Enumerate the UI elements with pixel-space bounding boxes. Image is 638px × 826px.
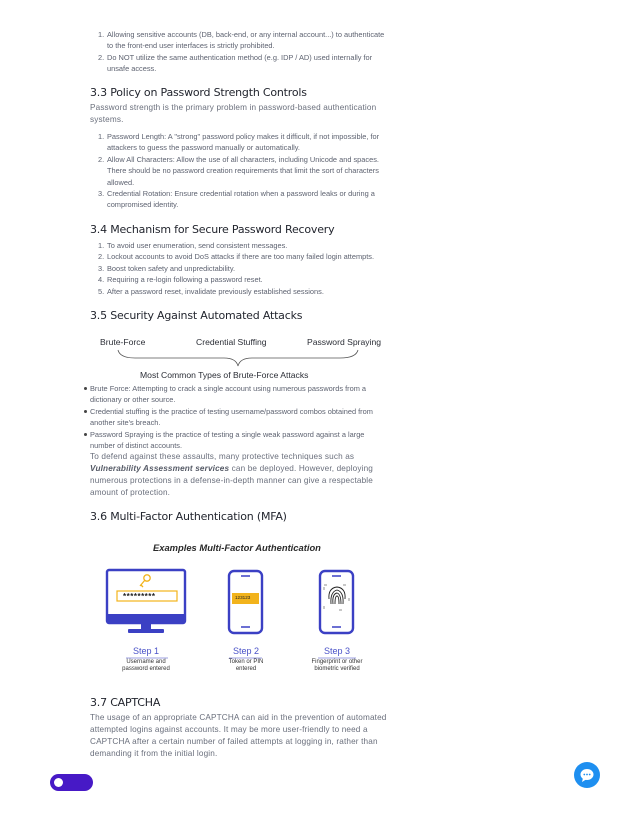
toggle-knob	[54, 778, 63, 787]
list-item: Credential stuffing is the practice of testing username/password combos obtained from another site's breach.	[90, 406, 390, 429]
list-item: 1. Password Length: A "strong" password policy makes it difficult, if not impossible, for attackers to guess the password manually or automatically.	[98, 132, 380, 153]
list-item: 1. Allowing sensitive accounts (DB, back-end, or any internal account...) to authenticate to the front-end user interfaces is strictly prohibited.	[98, 30, 385, 51]
section-heading-3-3: 3.3 Policy on Password Strength Controls	[90, 86, 307, 99]
list-item: 2. Do NOT utilize the same authentication method (e.g. IDP / AD) used internally for unsafe access.	[98, 52, 373, 74]
key-icon	[140, 575, 150, 587]
chat-button[interactable]	[574, 762, 600, 788]
credential-stuffing-label: Credential Stuffing	[196, 337, 267, 347]
list-item: 3. Boost token safety and unpredictability.	[98, 263, 236, 273]
step-1-title: Step 1	[132, 646, 160, 656]
list-item: 5. After a password reset, invalidate previously established sessions.	[98, 286, 324, 296]
section-heading-3-6: 3.6 Multi-Factor Authentication (MFA)	[90, 510, 287, 523]
token-code: 123123	[235, 595, 251, 600]
step-2-title: Step 2	[232, 646, 260, 656]
list-item: 2. Allow All Characters: Allow the use of all characters, including Unicode and spaces. There should be no password creation requirements that limit the sort of characters allowed.	[98, 154, 379, 187]
section-heading-3-4: 3.4 Mechanism for Secure Password Recovery	[90, 223, 335, 236]
monitor-icon	[107, 570, 185, 633]
section-3-3-intro: Password strength is the primary problem in password-based authentication systems.	[90, 103, 377, 124]
step-1-desc: Username and password entered	[122, 659, 170, 672]
list-item: 4. Requiring a re-login following a password reset.	[98, 275, 263, 285]
diagram-caption: Most Common Types of Brute-Force Attacks	[140, 370, 309, 380]
phone-fingerprint-icon	[320, 571, 353, 633]
section-heading-3-5: 3.5 Security Against Automated Attacks	[90, 309, 303, 322]
password-mask: *********	[123, 592, 156, 601]
list-item: 1. To avoid user enumeration, send consistent messages.	[98, 241, 288, 250]
section-heading-3-7: 3.7 CAPTCHA	[90, 696, 161, 709]
list-item: 3. Credential Rotation: Ensure credential rotation when a password leaks or during a compromised identity.	[98, 189, 375, 210]
list-item: Password Spraying is the practice of testing a single weak password against a large number of distinct accounts.	[90, 429, 390, 452]
password-spraying-label: Password Spraying	[307, 337, 382, 347]
dark-mode-toggle[interactable]	[50, 774, 93, 791]
mfa-figure-title: Examples Multi-Factor Authentication	[153, 542, 321, 553]
brute-force-label: Brute-Force	[100, 337, 146, 347]
vulnerability-assessment-link[interactable]: Vulnerability Assessment services	[90, 464, 230, 473]
step-2-desc: Token or PIN entered	[228, 659, 264, 672]
step-3-desc: Fingerprint or other biometric verified	[311, 659, 363, 672]
list-item: 2. Lockout accounts to avoid DoS attacks if there are too many failed login attempts.	[98, 252, 375, 262]
list-item: Brute Force: Attempting to crack a single account using numerous passwords from a dictionary or other source.	[90, 383, 390, 406]
chat-bubble-icon	[574, 762, 600, 788]
captcha-paragraph: The usage of an appropriate CAPTCHA can aid in the prevention of automated attempted logins against accounts. It may be more user-friendly to need a CAPTCHA after a certain number of failed attempts at logging in, rather than demanding it from the initial login.	[90, 713, 387, 758]
step-3-title: Step 3	[323, 646, 351, 656]
phone-token-icon	[229, 571, 262, 633]
defense-paragraph: To defend against these assaults, many protective techniques such as Vulnerability Assessment services can be deployed. However, deploying numerous protections in a defense-in-depth manner can give a respectable amount of protection.	[90, 452, 374, 497]
